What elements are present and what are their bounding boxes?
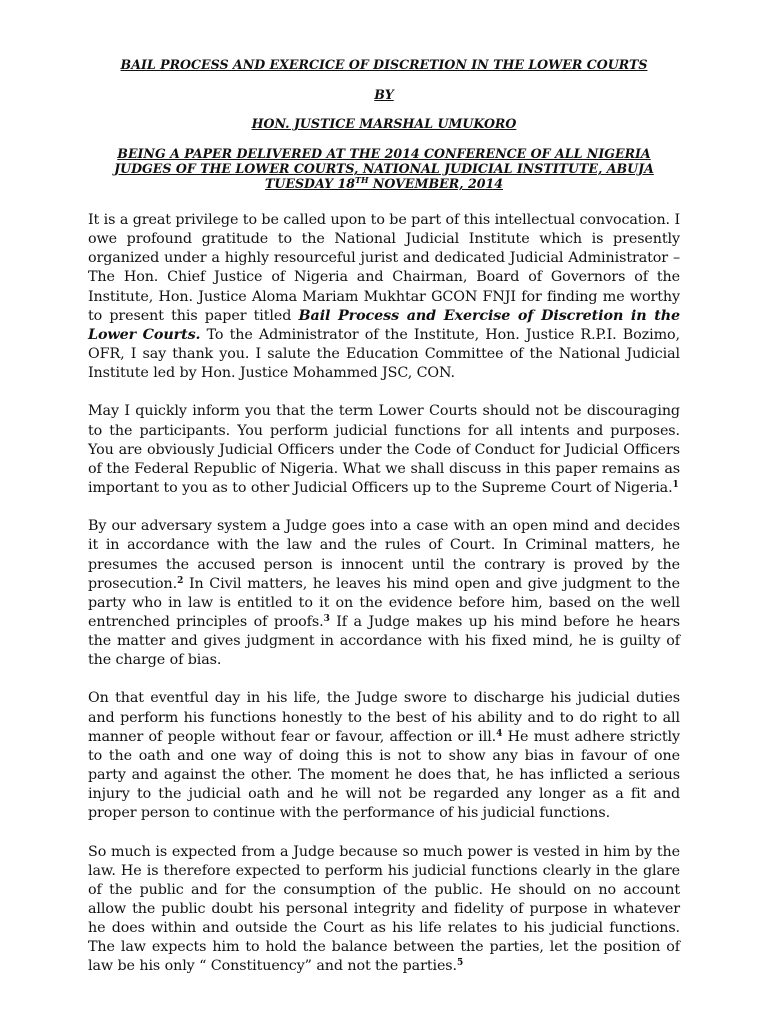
paper-date [265,176,503,191]
footnote-ref-5: 5 [457,958,464,969]
footnote-ref-1: 1 [672,480,679,491]
paper-details [88,146,680,191]
footnote-ref-4: 4 [496,728,503,739]
document-title: BAIL PROCESS AND EXERCICE OF DISCRETION IN THE LOWER COURTS [120,57,648,72]
paragraph-3-text-end: If a Judge makes up his mind before he hears the matter and gives judgment in accordance with his fixed mind, he is guilty of the charge of bias. [88,613,680,669]
paragraph-3 [88,517,680,670]
paragraph-1 [88,211,680,383]
paper-title-emphasis: Bail Process and Exercise of Discretion in the Lower Courts. [88,307,680,343]
date-ordinal: TH [355,174,369,185]
paragraph-3-text-mid: In Civil matters, he leaves his mind open and give judgment to the party who in law is entitled to it on the evidence before him, based on the well entrenched principles of proofs. [88,575,680,630]
paragraph-1-text-end: To the Administrator of the Institute, Hon. Justice R.P.I. Bozimo, OFR, I say thank you. I salute the Education Committee of the National Judicial Institute led by Hon. Justice Mohammed JSC, CON. [88,326,680,382]
paragraph-3-text: By our adversary system a Judge goes into a case with an open mind and decides it in accordance with the law and the rules of Court. In Criminal matters, he presumes the accused person is innocent until the contrary is proved by the prosecution. [88,518,680,592]
paragraph-4-text-end: He must adhere strictly to the oath and one way of doing this is not to show any bias in favour of one party and against the other. The moment he does that, he has inflicted a serious injury to the judicial oath and he will not be regarded any longer as a fit and proper person to continue with the performance of his judicial functions. [88,728,680,822]
author-name: HON. JUSTICE MARSHAL UMUKORO [251,116,517,131]
paragraph-2 [88,402,680,498]
paragraph-4-text: On that eventful day in his life, the Judge swore to discharge his judicial duties and perform his functions honestly to the best of his ability and to do right to all manner of people without fear or favour, affection or ill. [88,690,680,745]
by-line: BY [374,87,394,102]
paper-line-1: BEING A PAPER DELIVERED AT THE 2014 CONFERENCE OF ALL NIGERIA [117,146,651,161]
footnote-ref-3: 3 [323,613,330,624]
paragraph-5 [88,843,680,977]
date-day: TUESDAY 18 [264,176,355,191]
footnote-ref-2: 2 [177,575,184,586]
date-rest: NOVEMBER, 2014 [368,176,504,191]
paragraph-5-text: So much is expected from a Judge because so much power is vested in him by the law. He is therefore expected to perform his judicial functions clearly in the glare of the public and for the consumption of the public. He should on no account allow the public doubt his personal integrity and fidelity of purpose in whatever he does within and outside the Court as his life relates to his judicial functions. The law expects him to hold the balance between the parties, let the position of law be his only “ Constituency” and not the parties. [88,843,680,975]
paragraph-2-text: May I quickly inform you that the term Lower Courts should not be discouraging to the participants. You perform judicial functions for all intents and purposes. You are obviously Judicial Officers under the Code of Conduct for Judicial Officers of the Federal Republic of Nigeria. What we shall discuss in this paper remains as important to you as to other Judicial Officers up to the Supreme Court of Nigeria. [88,403,680,497]
paper-line-2: JUDGES OF THE LOWER COURTS, NATIONAL JUDICIAL INSTITUTE, ABUJA [114,161,654,176]
paragraph-4 [88,689,680,823]
paragraph-1-text: It is a great privilege to be called upon to be part of this intellectual convocation. I owe profound gratitude to the National Judicial Institute which is presently organized under a highly resourceful jurist and dedicated Judicial Administrator – The Hon. Chief Justice of Nigeria and Chairman, Board of Governors of the Institute, Hon. Justice Aloma Mariam Mukhtar GCON FNJI for finding me worthy to present this paper titled [88,212,680,324]
